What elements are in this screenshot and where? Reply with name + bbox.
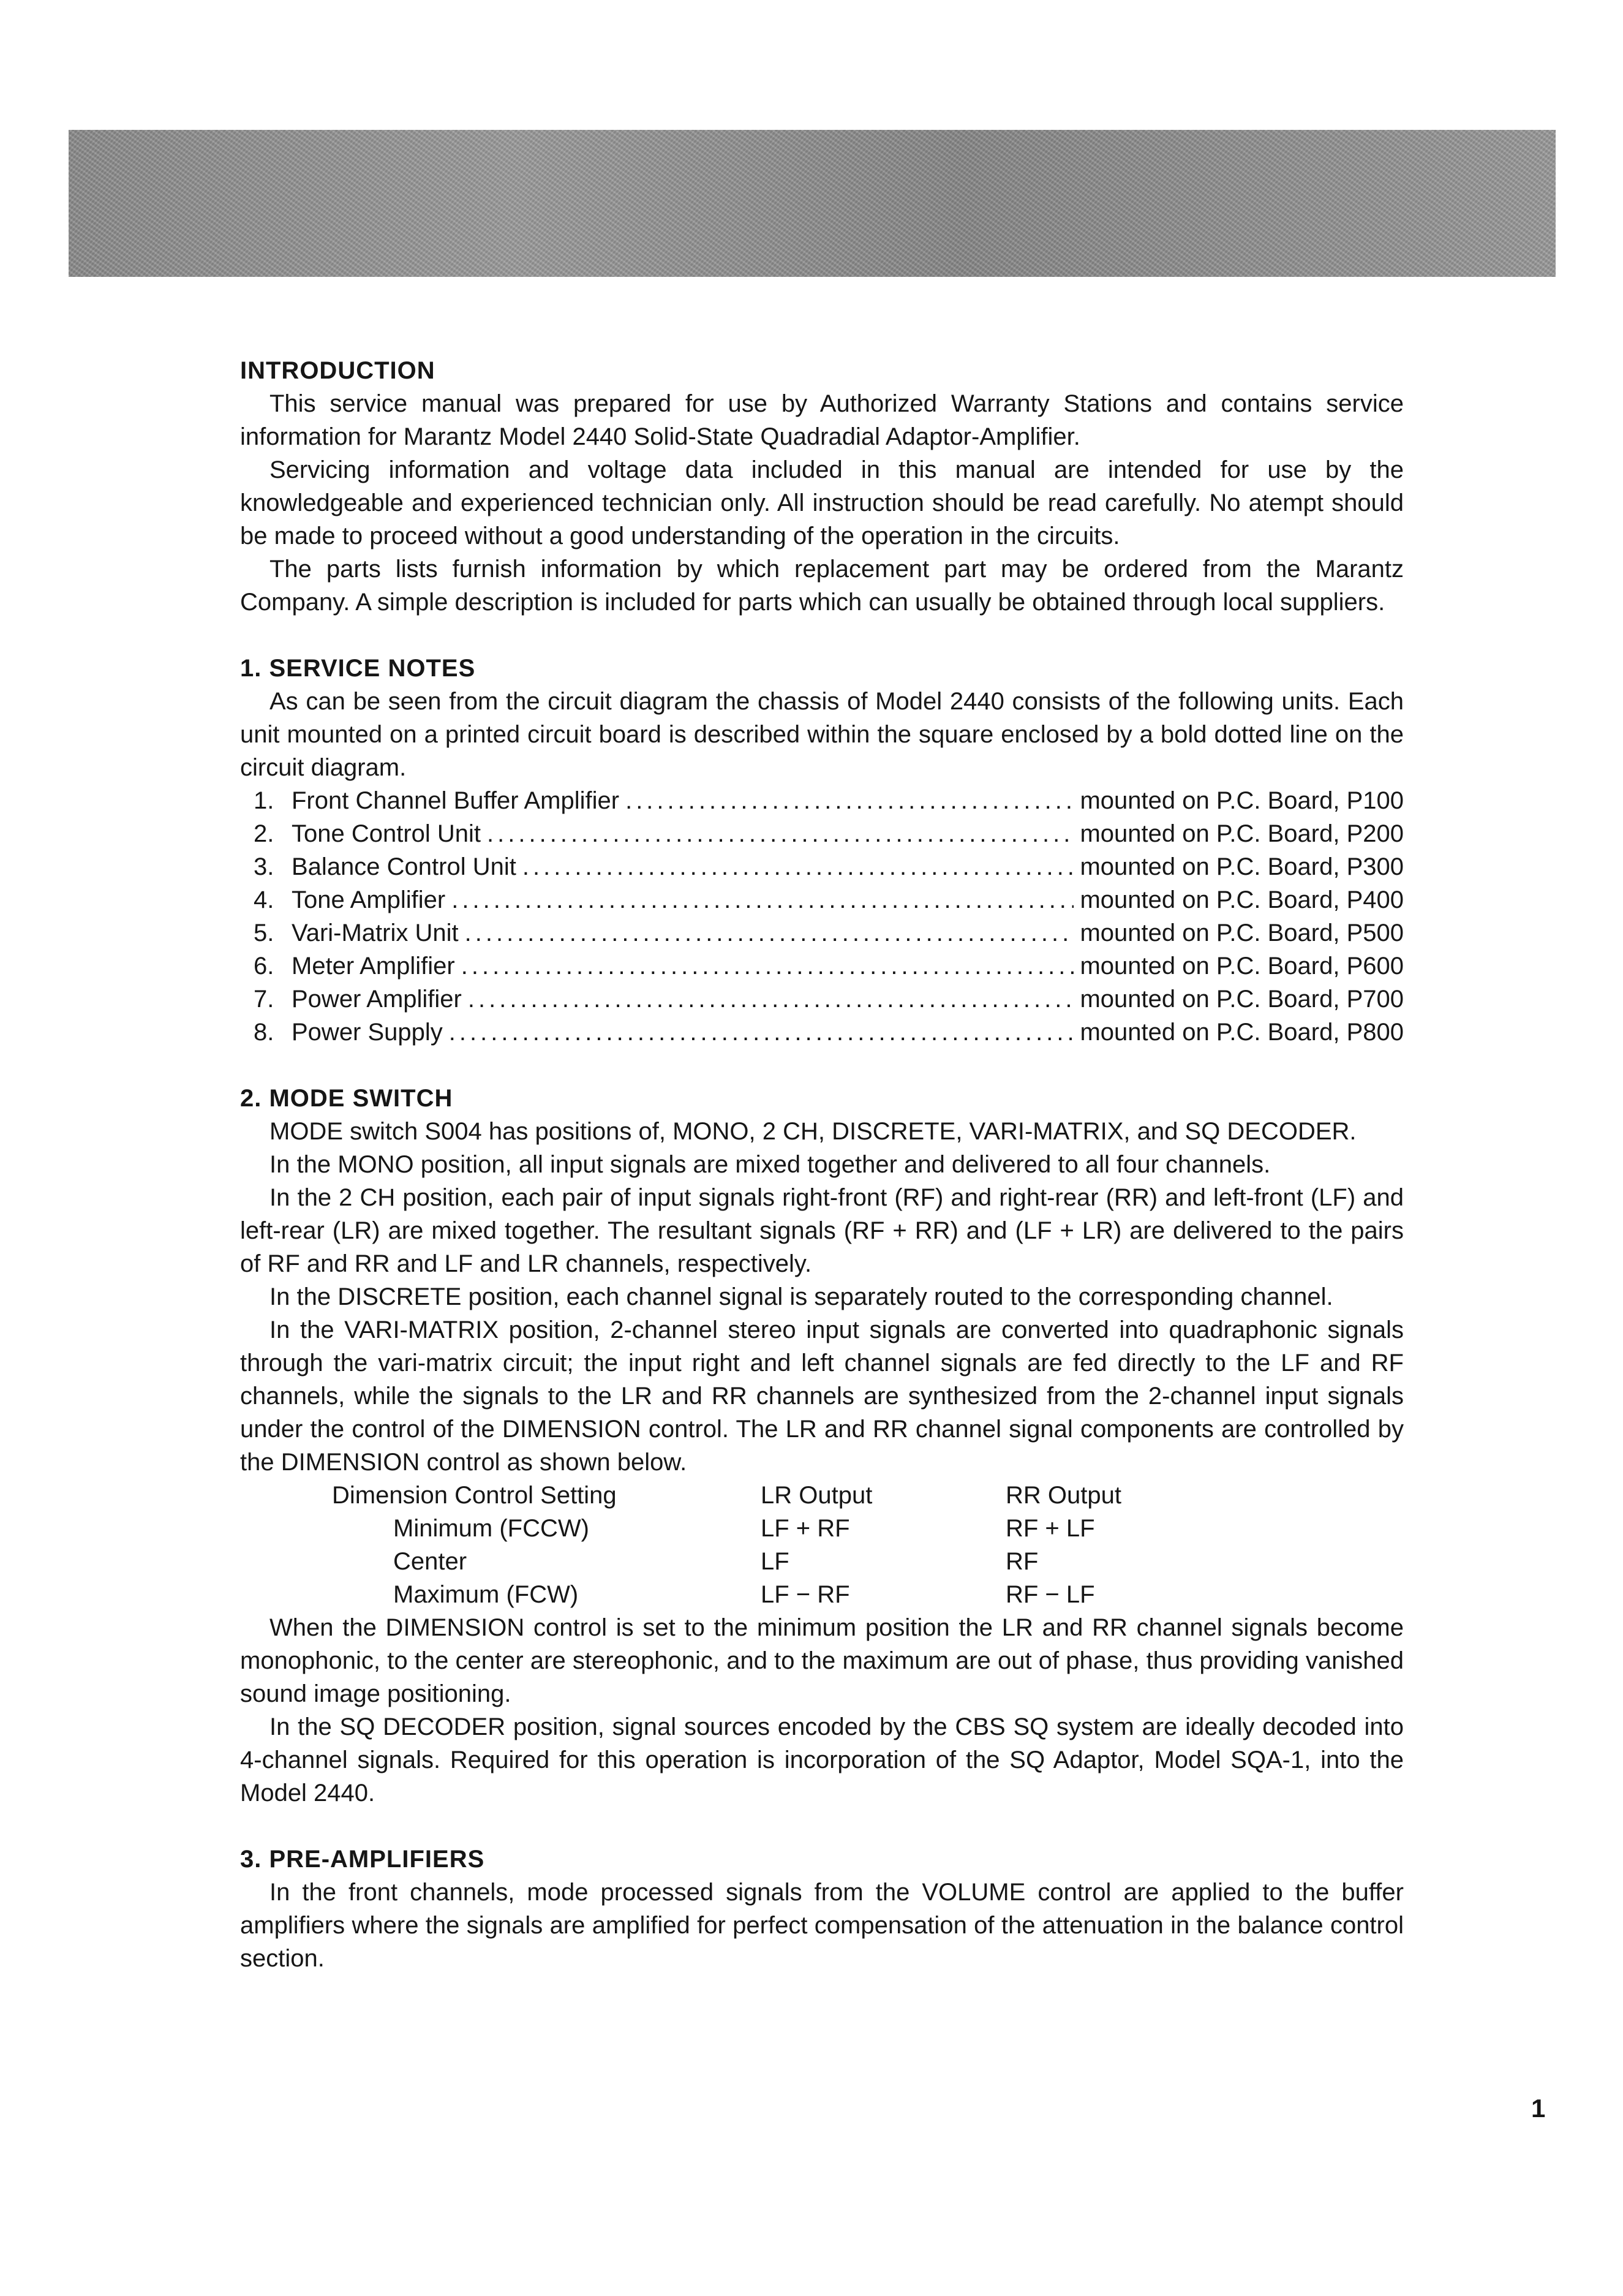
- mode-switch-paragraph-5: In the VARI-MATRIX position, 2-channel stereo input signals are converted into quadraphonic signals through the vari-matrix circuit; the input right and left channel signals are fed directly to the LF and RF channels, while the signals to the LR and RR channels are synthesized from the 2-channel input signals under the control of the DIMENSION control. The LR and RR channel signal components are controlled by the DIMENSION control as shown below.: [240, 1316, 1404, 1476]
- dimension-table: [332, 1479, 1404, 1611]
- intro-paragraph-2: Servicing information and voltage data included in this manual are intended for use by the knowledgeable and experienced technician only. All instruction should be read carefully. No atempt should be made to proceed without a good understanding of the operation in the circuits.: [240, 456, 1404, 549]
- unit-number: 8.: [254, 1019, 274, 1046]
- dot-leader: [522, 850, 1074, 883]
- mode-switch-paragraph-4: In the DISCRETE position, each channel signal is separately routed to the corresponding channel.: [269, 1283, 1333, 1310]
- mode-switch-heading: 2. MODE SWITCH: [240, 1085, 453, 1112]
- unit-number: 3.: [254, 853, 274, 880]
- intro-paragraph-3: The parts lists furnish information by which replacement part may be ordered from the Marantz Company. A simple description is included for parts which can usually be obtained through local suppliers.: [240, 556, 1404, 616]
- pre-amplifiers-heading: 3. PRE-AMPLIFIERS: [240, 1846, 485, 1873]
- dimension-header-lr: LR Output: [761, 1482, 873, 1509]
- mode-switch-section: [240, 1082, 1404, 1810]
- intro-paragraph-1: This service manual was prepared for use by Authorized Warranty Stations and contains service information for Marantz Model 2440 Solid-State Quadradial Adaptor-Amplifier.: [240, 390, 1404, 450]
- dimension-setting: Minimum (FCCW): [393, 1515, 589, 1542]
- dimension-table-row: [332, 1512, 1404, 1545]
- unit-list: [240, 784, 1404, 1049]
- unit-row: [240, 883, 1404, 916]
- unit-location: mounted on P.C. Board, P300: [1080, 853, 1404, 880]
- unit-name: Power Amplifier: [292, 986, 462, 1013]
- mode-switch-paragraph-1: MODE switch S004 has positions of, MONO, 2 CH, DISCRETE, VARI-MATRIX, and SQ DECODER.: [269, 1118, 1357, 1145]
- dot-leader: [487, 817, 1074, 850]
- unit-number: 6.: [254, 953, 274, 980]
- dot-leader: [465, 916, 1074, 950]
- unit-row: [240, 950, 1404, 983]
- unit-location: mounted on P.C. Board, P500: [1080, 920, 1404, 946]
- unit-name: Vari-Matrix Unit: [292, 920, 459, 946]
- unit-row: [240, 850, 1404, 883]
- mode-switch-paragraph-6: When the DIMENSION control is set to the minimum position the LR and RR channel signals become monophonic, to the center are stereophonic, and to the maximum are out of phase, thus providing vanished sound image positioning.: [240, 1614, 1404, 1707]
- dot-leader: [461, 950, 1074, 983]
- rr-output: RF + LF: [1006, 1515, 1095, 1542]
- dot-leader: [451, 883, 1074, 916]
- introduction-section: [240, 354, 1404, 619]
- dimension-table-row: [332, 1578, 1404, 1611]
- page-number: 1: [1531, 2094, 1546, 2123]
- pre-amplifiers-section: [240, 1843, 1404, 1975]
- unit-name: Front Channel Buffer Amplifier: [292, 787, 620, 814]
- unit-row: [240, 784, 1404, 817]
- unit-number: 2.: [254, 820, 274, 847]
- lr-output: LF + RF: [761, 1515, 850, 1542]
- service-notes-section: [240, 652, 1404, 1049]
- dimension-table-header: [332, 1479, 1404, 1512]
- dot-leader: [468, 983, 1074, 1016]
- unit-location: mounted on P.C. Board, P800: [1080, 1019, 1404, 1046]
- unit-name: Meter Amplifier: [292, 953, 455, 980]
- dot-leader: [625, 784, 1074, 817]
- page-content: [240, 354, 1404, 2008]
- mode-switch-paragraph-2: In the MONO position, all input signals are mixed together and delivered to all four channels.: [269, 1151, 1271, 1178]
- dimension-table-row: [332, 1545, 1404, 1578]
- unit-row: [240, 983, 1404, 1016]
- dimension-setting: Maximum (FCW): [393, 1581, 579, 1608]
- service-notes-paragraph: As can be seen from the circuit diagram the chassis of Model 2440 consists of the following units. Each unit mounted on a printed circuit board is described within the square enclosed by a bold dotted line on the circuit diagram.: [240, 688, 1404, 781]
- unit-name: Power Supply: [292, 1019, 443, 1046]
- unit-number: 7.: [254, 986, 274, 1013]
- lr-output: LF − RF: [761, 1581, 850, 1608]
- unit-name: Tone Control Unit: [292, 820, 481, 847]
- unit-number: 4.: [254, 886, 274, 913]
- mode-switch-paragraph-3: In the 2 CH position, each pair of input signals right-front (RF) and right-rear (RR) and left-front (LF) and left-rear (LR) are mixed together. The resultant signals (RF + RR) and (LF + LR) are delivered to the pairs of RF and RR and LF and LR channels, respectively.: [240, 1184, 1404, 1277]
- header-band: [69, 130, 1556, 277]
- unit-row: [240, 916, 1404, 950]
- rr-output: RF: [1006, 1548, 1039, 1575]
- dimension-setting: Center: [393, 1548, 467, 1575]
- introduction-heading: INTRODUCTION: [240, 357, 435, 384]
- lr-output: LF: [761, 1548, 789, 1575]
- dimension-header-rr: RR Output: [1006, 1482, 1121, 1509]
- service-notes-heading: 1. SERVICE NOTES: [240, 655, 476, 682]
- unit-location: mounted on P.C. Board, P100: [1080, 787, 1404, 814]
- unit-location: mounted on P.C. Board, P600: [1080, 953, 1404, 980]
- pre-amplifiers-paragraph: In the front channels, mode processed signals from the VOLUME control are applied to the buffer amplifiers where the signals are amplified for perfect compensation of the attenuation in the balance control section.: [240, 1879, 1404, 1972]
- unit-name: Tone Amplifier: [292, 886, 446, 913]
- unit-name: Balance Control Unit: [292, 853, 516, 880]
- mode-switch-paragraph-7: In the SQ DECODER position, signal sources encoded by the CBS SQ system are ideally decoded into 4-channel signals. Required for this operation is incorporation of the SQ Adaptor, Model SQA-1, into the Model 2440.: [240, 1713, 1404, 1807]
- dot-leader: [449, 1016, 1074, 1049]
- unit-location: mounted on P.C. Board, P200: [1080, 820, 1404, 847]
- unit-row: [240, 817, 1404, 850]
- unit-number: 5.: [254, 920, 274, 946]
- unit-location: mounted on P.C. Board, P400: [1080, 886, 1404, 913]
- unit-location: mounted on P.C. Board, P700: [1080, 986, 1404, 1013]
- unit-row: [240, 1016, 1404, 1049]
- dimension-header-setting: Dimension Control Setting: [332, 1482, 617, 1509]
- rr-output: RF − LF: [1006, 1581, 1095, 1608]
- unit-number: 1.: [254, 787, 274, 814]
